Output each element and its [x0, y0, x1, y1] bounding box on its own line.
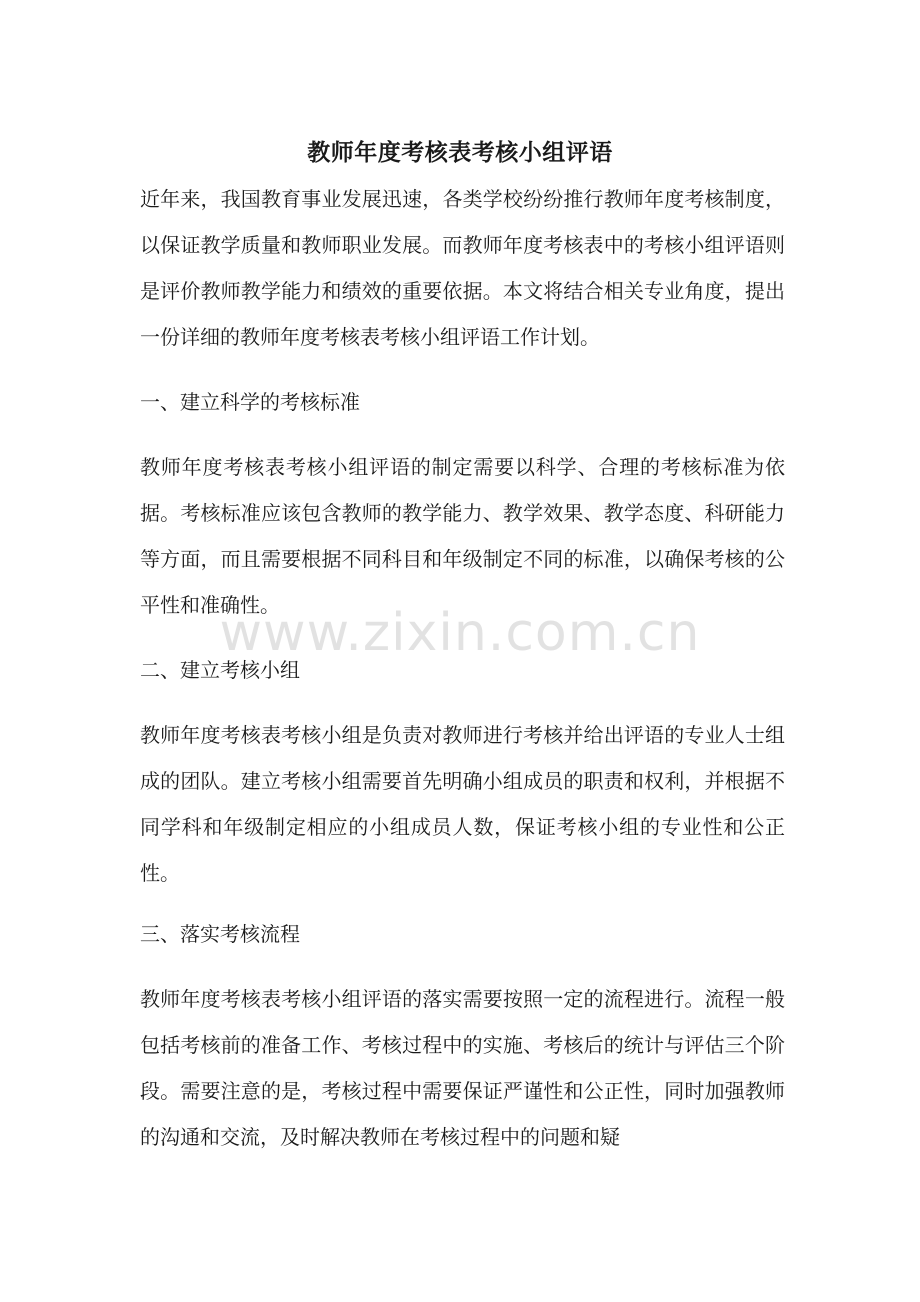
section-body-1: 教师年度考核表考核小组评语的制定需要以科学、合理的考核标准为依据。考核标准应该包含教师的教学能力、教学效果、教学态度、科研能力等方面，而且需要根据不同科目和年级制定不同的标准，以确保考核的公平性和准确性。	[140, 455, 785, 617]
section-body-2: 教师年度考核表考核小组是负责对教师进行考核并给出评语的专业人士组成的团队。建立考核小组需要首先明确小组成员的职责和权利，并根据不同学科和年级制定相应的小组成员人数，保证考核小组的专业性和公正性。	[140, 723, 785, 885]
section-heading-2: 二、建立考核小组	[140, 658, 300, 682]
section-body-3: 教师年度考核表考核小组评语的落实需要按照一定的流程进行。流程一般包括考核前的准备工作、考核过程中的实施、考核后的统计与评估三个阶段。需要注意的是，考核过程中需要保证严谨性和公正性，同时加强教师的沟通和交流，及时解决教师在考核过程中的问题和疑	[140, 987, 785, 1149]
watermark: www.zixin.com.cn	[219, 603, 701, 663]
page-title: 教师年度考核表考核小组评语	[307, 139, 613, 167]
intro-paragraph: 近年来，我国教育事业发展迅速，各类学校纷纷推行教师年度考核制度，以保证教学质量和教师职业发展。而教师年度考核表中的考核小组评语则是评价教师教学能力和绩效的重要依据。本文将结合相关专业角度，提出一份详细的教师年度考核表考核小组评语工作计划。	[140, 187, 785, 349]
section-heading-1: 一、建立科学的考核标准	[140, 390, 360, 414]
section-heading-3: 三、落实考核流程	[140, 922, 300, 946]
